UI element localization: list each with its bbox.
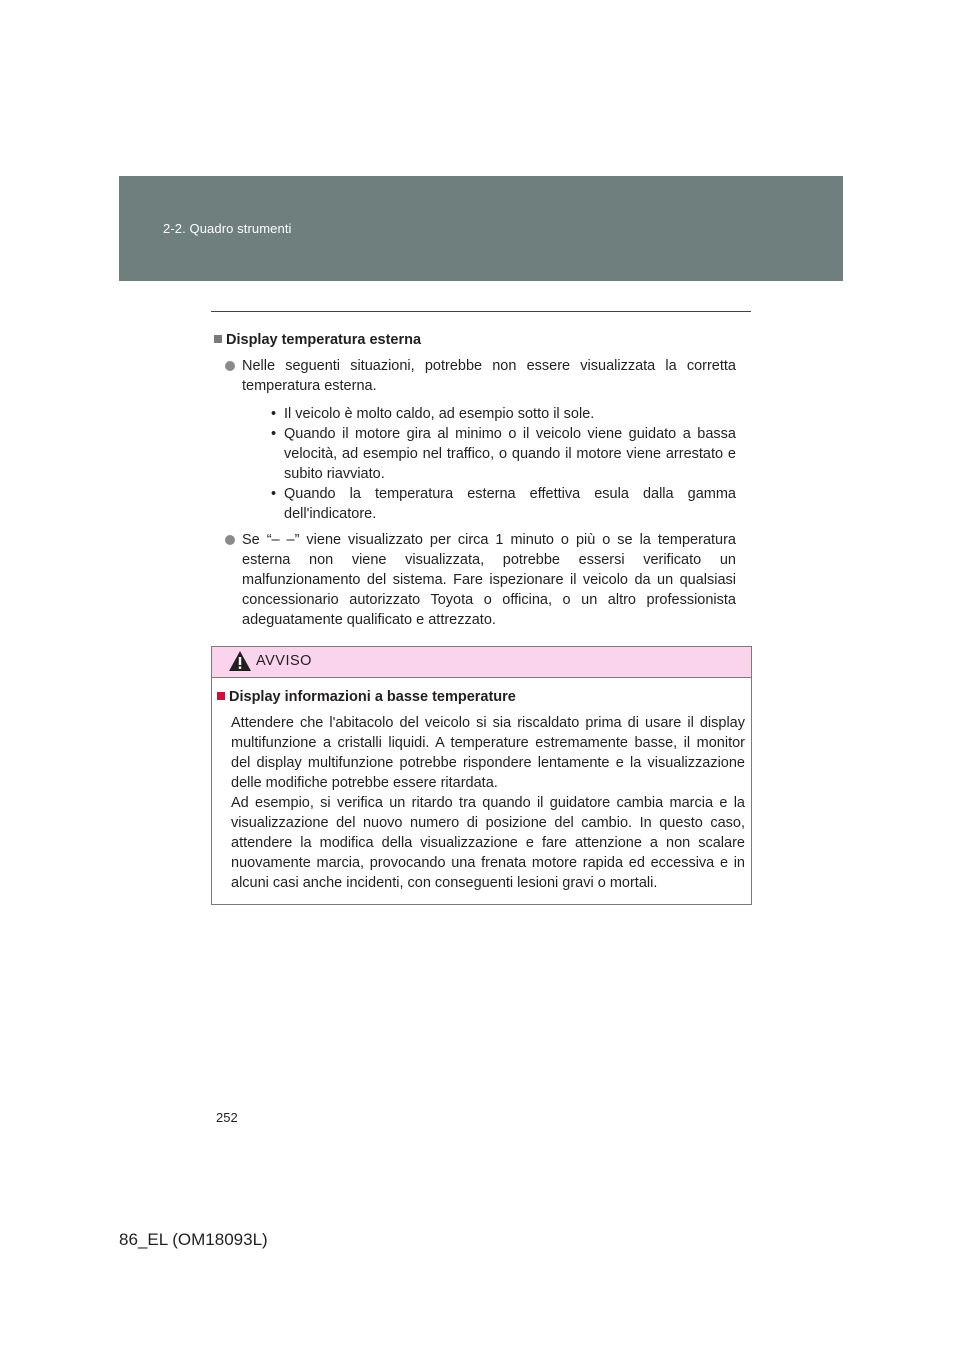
page-number: 252 — [216, 1110, 238, 1125]
warning-text: Attendere che l'abitacolo del veicolo si sia riscaldato prima di usare il display multifunzione a cristalli liquidi. A temperature estremamente basse, il monitor del display multifunzione potrebbe rispondere lentamente e la visualizzazione delle modifiche potrebbe essere ritardata. Ad esempio, si verifica un ritardo tra quando il guidatore cambia marcia e la visualizzazione del nuovo numero di posizione del cambio. In questo caso, attendere la modifica della visualizzazione e fare attenzione a non scalare nuovamente marcia, provocando una frenata motore rapida ed eccessiva e in alcuni casi anche incidenti, con conseguenti lesioni gravi o mortali. — [231, 715, 745, 891]
gray-dot-icon — [225, 535, 235, 545]
display-temperature-section — [214, 330, 736, 630]
bullet-icon: • — [271, 406, 277, 422]
bullet-icon: • — [271, 426, 277, 442]
red-square-icon — [217, 692, 225, 700]
warning-triangle-icon — [228, 650, 252, 672]
section-title: 2-2. Quadro strumenti — [163, 221, 292, 236]
warning-box — [211, 646, 752, 905]
warning-label: AVVISO — [256, 653, 312, 669]
warning-heading — [217, 687, 745, 707]
point-item-1 — [214, 356, 736, 524]
section-header-band — [119, 176, 843, 281]
warning-heading-text: Display informazioni a basse temperature — [229, 689, 516, 705]
divider-rule — [211, 311, 751, 312]
point-1-text: Nelle seguenti situazioni, potrebbe non essere visualizzata la corretta temperatura esterna. — [242, 358, 736, 394]
list-item: • Quando la temperatura esterna effettiva esula dalla gamma dell'indicatore. — [271, 486, 736, 522]
bullet-icon: • — [271, 486, 277, 502]
display-temperature-heading-text: Display temperatura esterna — [226, 332, 422, 348]
conditions-list — [242, 404, 736, 524]
list-item: • Il veicolo è molto caldo, ad esempio sotto il sole. — [271, 406, 595, 422]
display-temperature-heading — [214, 330, 736, 350]
list-item: • Quando il motore gira al minimo o il veicolo viene guidato a bassa velocità, ad esempio nel traffico, o quando il motore viene arrestato e subito riavviato. — [271, 426, 736, 482]
warning-body — [212, 678, 751, 893]
gray-square-icon — [214, 335, 222, 343]
point-2-text: Se “– –” viene visualizzato per circa 1 minuto o più o se la temperatura esterna non viene visualizzata, potrebbe essersi verificato un malfunzionamento del sistema. Fare ispezionare il veicolo da un qualsiasi concessionario autorizzato Toyota o officina, o un altro professionista adeguatamente qualificato e attrezzato. — [242, 532, 736, 628]
document-code: 86_EL (OM18093L) — [119, 1230, 268, 1249]
gray-dot-icon — [225, 361, 235, 371]
warning-header — [212, 647, 751, 678]
point-item-2 — [214, 530, 736, 630]
